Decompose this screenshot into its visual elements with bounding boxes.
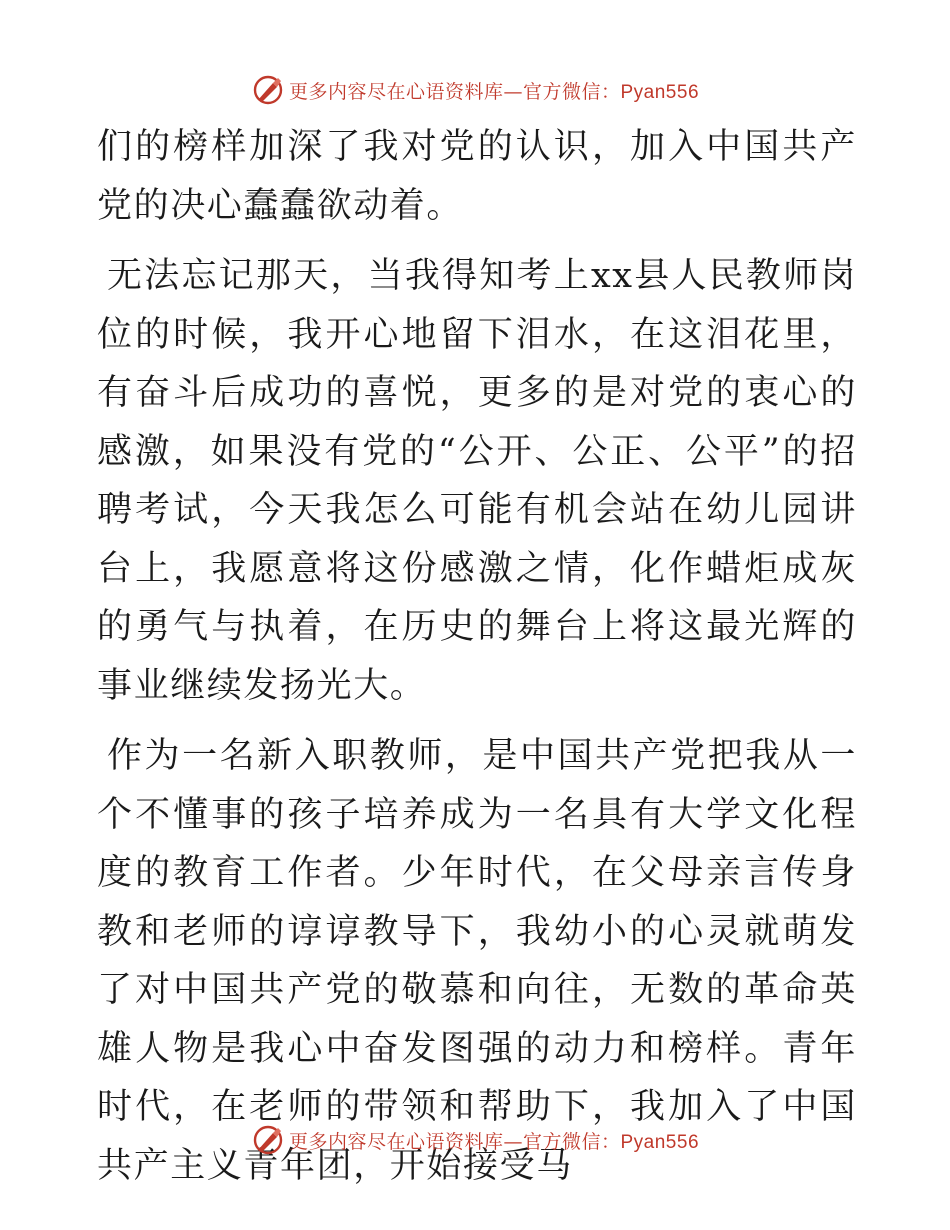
footer-watermark-banner [0, 1120, 950, 1160]
document-body [97, 118, 857, 1207]
paragraph-3: 作为一名新入职教师，是中国共产党把我从一个不懂事的孩子培养成为一名具有大学文化程度的教育工作者。少年时代，在父母亲言传身教和老师的谆谆教导下，我幼小的心灵就萌发了对中国共产党的敬慕和向往，无数的革命英雄人物是我心中奋发图强的动力和榜样。青年时代，在老师的带领和帮助下，我加入了中国共产主义青年团，开始接受马 [97, 736, 857, 1186]
banner-label: 更多内容尽在心语资料库—官方微信： [288, 1130, 621, 1153]
banner-text [289, 1127, 699, 1154]
banner-wechat-id: Pyan556 [620, 1131, 700, 1153]
banner-wechat-id: Pyan556 [620, 81, 700, 103]
paragraph-2: 无法忘记那天，当我得知考上xx县人民教师岗位的时候，我开心地留下泪水，在这泪花里，有奋斗后成功的喜悦，更多的是对党的衷心的感激，如果没有党的“公开、公正、公平”的招聘考试，今天我怎么可能有机会站在幼儿园讲台上，我愿意将这份感激之情，化作蜡炬成灰的勇气与执着，在历史的舞台上将这最光辉的事业继续发扬光大。 [97, 256, 857, 706]
quill-pen-logo-icon [251, 1123, 285, 1157]
header-watermark-banner [0, 70, 950, 110]
banner-text [289, 77, 699, 104]
banner-label: 更多内容尽在心语资料库—官方微信： [288, 80, 621, 103]
paragraph-1: 们的榜样加深了我对党的认识，加入中国共产党的决心蠢蠢欲动着。 [97, 127, 857, 226]
quill-pen-logo-icon [251, 73, 285, 107]
